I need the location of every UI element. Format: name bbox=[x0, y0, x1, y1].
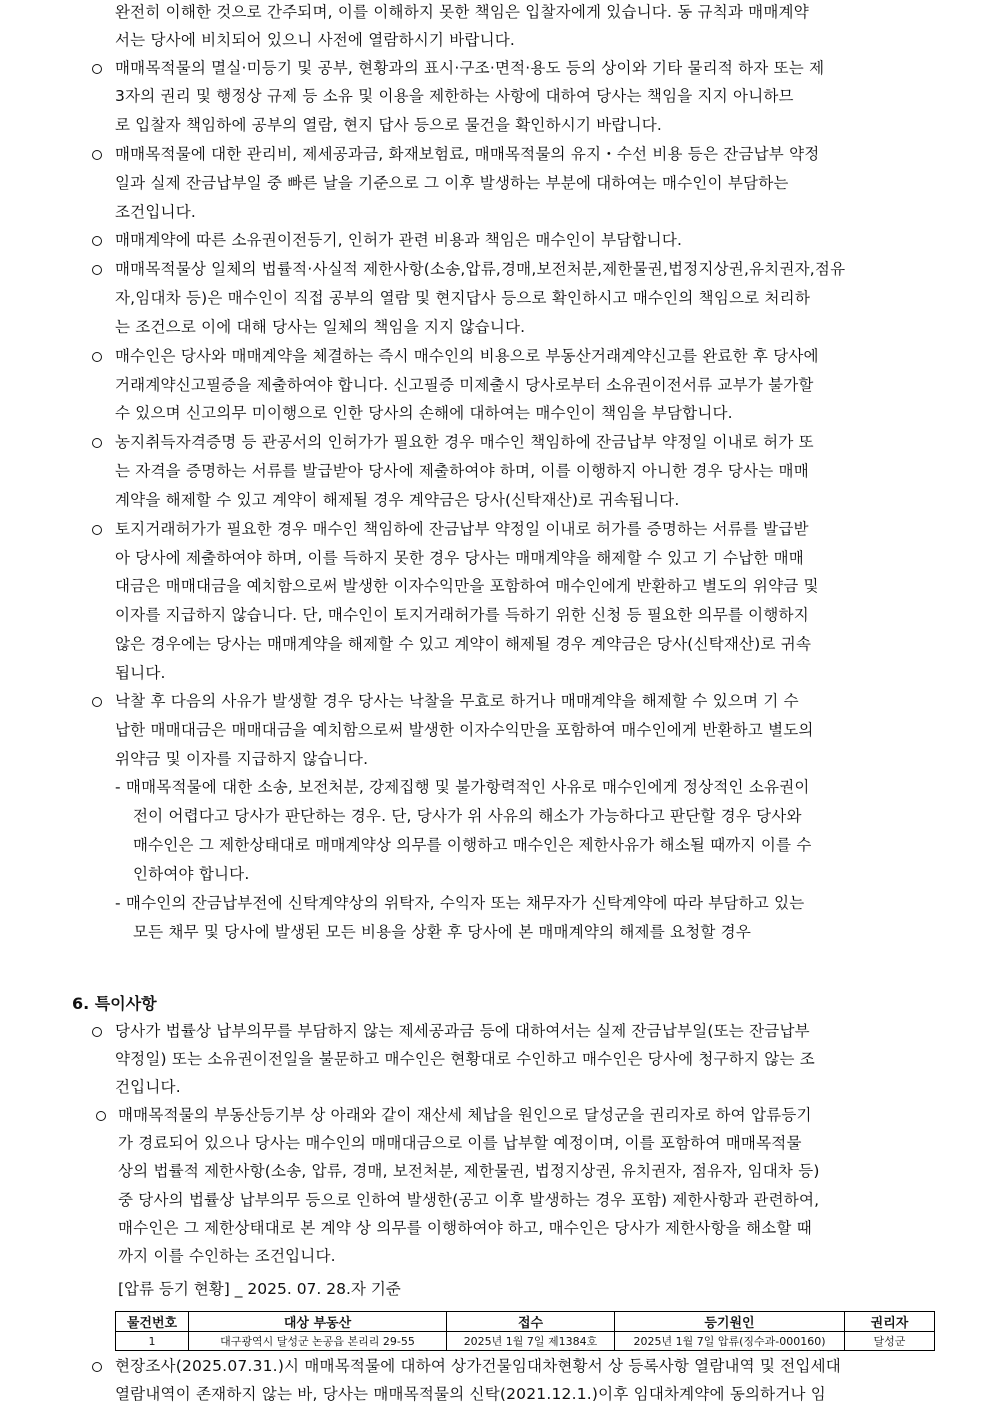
text-line: 까지 이를 수인하는 조건입니다. bbox=[118, 1247, 336, 1265]
text-line: 매수인은 그 제한상태대로 본 계약 상 의무를 이행하여야 하고, 매수인은 당사가 제한사항을 해소할 때 bbox=[118, 1219, 812, 1237]
text-line: 자,임대차 등)은 매수인이 직접 공부의 열람 및 현지답사 등으로 확인하시고 매수인의 책임으로 처리하 bbox=[115, 289, 810, 307]
text-line: 로 입찰자 책임하에 공부의 열람, 현지 답사 등으로 물건을 확인하시기 바랍니다. bbox=[115, 116, 663, 134]
text-line: 이자를 지급하지 않습니다. 단, 매수인이 토지거래허가를 득하기 위한 신청 등 필요한 의무를 이행하지 bbox=[115, 606, 809, 624]
text-line: 약정일) 또는 소유권이전일을 불문하고 매수인은 현황대로 수인하고 매수인은 당사에 청구하지 않는 조 bbox=[115, 1050, 815, 1068]
column-header: 물건번호 bbox=[116, 1312, 189, 1332]
text-line: 완전히 이해한 것으로 간주되며, 이를 이해하지 못한 책임은 입찰자에게 있습니다. 동 규칙과 매매계약 bbox=[115, 3, 809, 21]
text-line: 낙찰 후 다음의 사유가 발생할 경우 당사는 낙찰을 무효로 하거나 매매계약을 해제할 수 있으며 기 수 bbox=[115, 692, 799, 710]
seizure-registration-table bbox=[115, 1311, 935, 1351]
dash-item-line: 매수인은 그 제한상태대로 매매계약상 의무를 이행하고 매수인은 제한사유가 해소될 때까지 이를 수 bbox=[133, 836, 812, 854]
text-line: 매매계약에 따른 소유권이전등기, 인허가 관련 비용과 책임은 매수인이 부담합니다. bbox=[115, 231, 683, 249]
dash-item-line: 모든 채무 및 당사에 발생된 모든 비용을 상환 후 당사에 본 매매계약의 해제를 요청할 경우 bbox=[133, 923, 752, 941]
text-line: 당사가 법률상 납부의무를 부담하지 않는 제세공과금 등에 대하여서는 실제 잔금납부일(또는 잔금납부 bbox=[115, 1022, 810, 1040]
text-line: 아 당사에 제출하여야 하며, 이를 득하지 못한 경우 당사는 매매계약을 해제할 수 있고 기 수납한 매매 bbox=[115, 549, 804, 567]
text-line: 는 자격을 증명하는 서류를 발급받아 당사에 제출하여야 하며, 이를 이행하지 아니한 경우 당사는 매매 bbox=[115, 462, 809, 480]
text-line: 는 조건으로 이에 대해 당사는 일체의 책임을 지지 않습니다. bbox=[115, 318, 526, 336]
text-line: 매매목적물에 대한 관리비, 제세공과금, 화재보험료, 매매목적물의 유지・수선 비용 등은 잔금납부 약정 bbox=[115, 145, 820, 163]
column-header: 권리자 bbox=[845, 1312, 935, 1332]
text-line: 가 경료되어 있으나 당사는 매수인의 매매대금으로 이를 납부할 예정이며, 이를 포함하여 매매목적물 bbox=[118, 1134, 802, 1152]
table-caption: [압류 등기 현황] _ 2025. 07. 28.자 기준 bbox=[118, 1280, 401, 1298]
circle-bullet-icon bbox=[92, 150, 102, 160]
text-line: 거래계약신고필증을 제출하여야 합니다. 신고필증 미제출시 당사로부터 소유권이전서류 교부가 불가할 bbox=[115, 376, 814, 394]
text-line: 매매목적물의 부동산등기부 상 아래와 같이 재산세 체납을 원인으로 달성군을 권리자로 하여 압류등기 bbox=[118, 1106, 812, 1124]
text-line: 됩니다. bbox=[115, 664, 166, 682]
text-line: 수 있으며 신고의무 미이행으로 인한 당사의 손해에 대하여는 매수인이 책임을 부담합니다. bbox=[115, 404, 733, 422]
circle-bullet-icon bbox=[92, 697, 102, 707]
table-cell: 2025년 1월 7일 압류(징수과-000160) bbox=[615, 1332, 845, 1351]
text-line: 건입니다. bbox=[115, 1078, 181, 1096]
dash-item-line: 전이 어렵다고 당사가 판단하는 경우. 단, 당사가 위 사유의 해소가 가능하다고 판단할 경우 당사와 bbox=[133, 807, 802, 825]
column-header: 접수 bbox=[447, 1312, 615, 1332]
circle-bullet-icon bbox=[92, 352, 102, 362]
circle-bullet-icon bbox=[96, 1111, 106, 1121]
table-cell: 대구광역시 달성군 논공읍 본리리 29-55 bbox=[189, 1332, 447, 1351]
column-header: 대상 부동산 bbox=[189, 1312, 447, 1332]
text-line: 중 당사의 법률상 납부의무 등으로 인하여 발생한(공고 이후 발생하는 경우 포함) 제한사항과 관련하여, bbox=[118, 1191, 820, 1209]
text-line: 토지거래허가가 필요한 경우 매수인 책임하에 잔금납부 약정일 이내로 허가를 증명하는 서류를 발급받 bbox=[115, 520, 809, 538]
text-line: 대금은 매매대금을 예치함으로써 발생한 이자수익만을 포함하여 매수인에게 반환하고 별도의 위약금 및 bbox=[115, 577, 819, 595]
section-heading: 6. 특이사항 bbox=[72, 994, 157, 1013]
text-line: 현장조사(2025.07.31.)시 매매목적물에 대하여 상가건물임대차현황서 상 등록사항 열람내역 및 전입세대 bbox=[115, 1357, 841, 1375]
circle-bullet-icon bbox=[92, 1027, 102, 1037]
circle-bullet-icon bbox=[92, 64, 102, 74]
circle-bullet-icon bbox=[92, 438, 102, 448]
text-line: 매매목적물의 멸실·미등기 및 공부, 현황과의 표시·구조·면적·용도 등의 상이와 기타 물리적 하자 또는 제 bbox=[115, 59, 825, 77]
text-line: 매매목적물상 일체의 법률적·사실적 제한사항(소송,압류,경매,보전처분,제한물권,법정지상권,유치권자,점유 bbox=[115, 260, 846, 278]
circle-bullet-icon bbox=[92, 525, 102, 535]
text-line: 않은 경우에는 당사는 매매계약을 해제할 수 있고 계약이 해제될 경우 계약금은 당사(신탁재산)로 귀속 bbox=[115, 635, 812, 653]
dash-item-line: - 매수인의 잔금납부전에 신탁계약상의 위탁자, 수익자 또는 채무자가 신탁계약에 따라 부담하고 있는 bbox=[115, 894, 805, 912]
circle-bullet-icon bbox=[92, 1362, 102, 1372]
text-line: 서는 당사에 비치되어 있으니 사전에 열람하시기 바랍니다. bbox=[115, 31, 516, 49]
text-line: 일과 실제 잔금납부일 중 빠른 날을 기준으로 그 이후 발생하는 부분에 대하여는 매수인이 부담하는 bbox=[115, 174, 789, 192]
table-cell: 1 bbox=[116, 1332, 189, 1351]
text-line: 매수인은 당사와 매매계약을 체결하는 즉시 매수인의 비용으로 부동산거래계약신고를 완료한 후 당사에 bbox=[115, 347, 819, 365]
table-cell: 달성군 bbox=[845, 1332, 935, 1351]
dash-item-line: 인하여야 합니다. bbox=[133, 865, 250, 883]
table-cell: 2025년 1월 7일 제1384호 bbox=[447, 1332, 615, 1351]
circle-bullet-icon bbox=[92, 265, 102, 275]
text-line: 열람내역이 존재하지 않는 바, 당사는 매매목적물의 신탁(2021.12.1.)이후 임대차계약에 동의하거나 임 bbox=[115, 1385, 826, 1403]
table-row bbox=[116, 1332, 935, 1351]
text-line: 위약금 및 이자를 지급하지 않습니다. bbox=[115, 750, 369, 768]
text-line: 계약을 해제할 수 있고 계약이 해제될 경우 계약금은 당사(신탁재산)로 귀속됩니다. bbox=[115, 491, 680, 509]
text-line: 조건입니다. bbox=[115, 203, 196, 221]
text-line: 상의 법률적 제한사항(소송, 압류, 경매, 보전처분, 제한물권, 법정지상권, 유치권자, 점유자, 임대차 등) bbox=[118, 1162, 820, 1180]
circle-bullet-icon bbox=[92, 236, 102, 246]
dash-item-line: - 매매목적물에 대한 소송, 보전처분, 강제집행 및 불가항력적인 사유로 매수인에게 정상적인 소유권이 bbox=[115, 778, 810, 796]
text-line: 납한 매매대금은 매매대금을 예치함으로써 발생한 이자수익만을 포함하여 매수인에게 반환하고 별도의 bbox=[115, 721, 814, 739]
table-header-row bbox=[116, 1312, 935, 1332]
text-line: 농지취득자격증명 등 관공서의 인허가가 필요한 경우 매수인 책임하에 잔금납부 약정일 이내로 허가 또 bbox=[115, 433, 814, 451]
text-line: 3자의 권리 및 행정상 규제 등 소유 및 이용을 제한하는 사항에 대하여 당사는 책임을 지지 아니하므 bbox=[115, 87, 794, 105]
column-header: 등기원인 bbox=[615, 1312, 845, 1332]
